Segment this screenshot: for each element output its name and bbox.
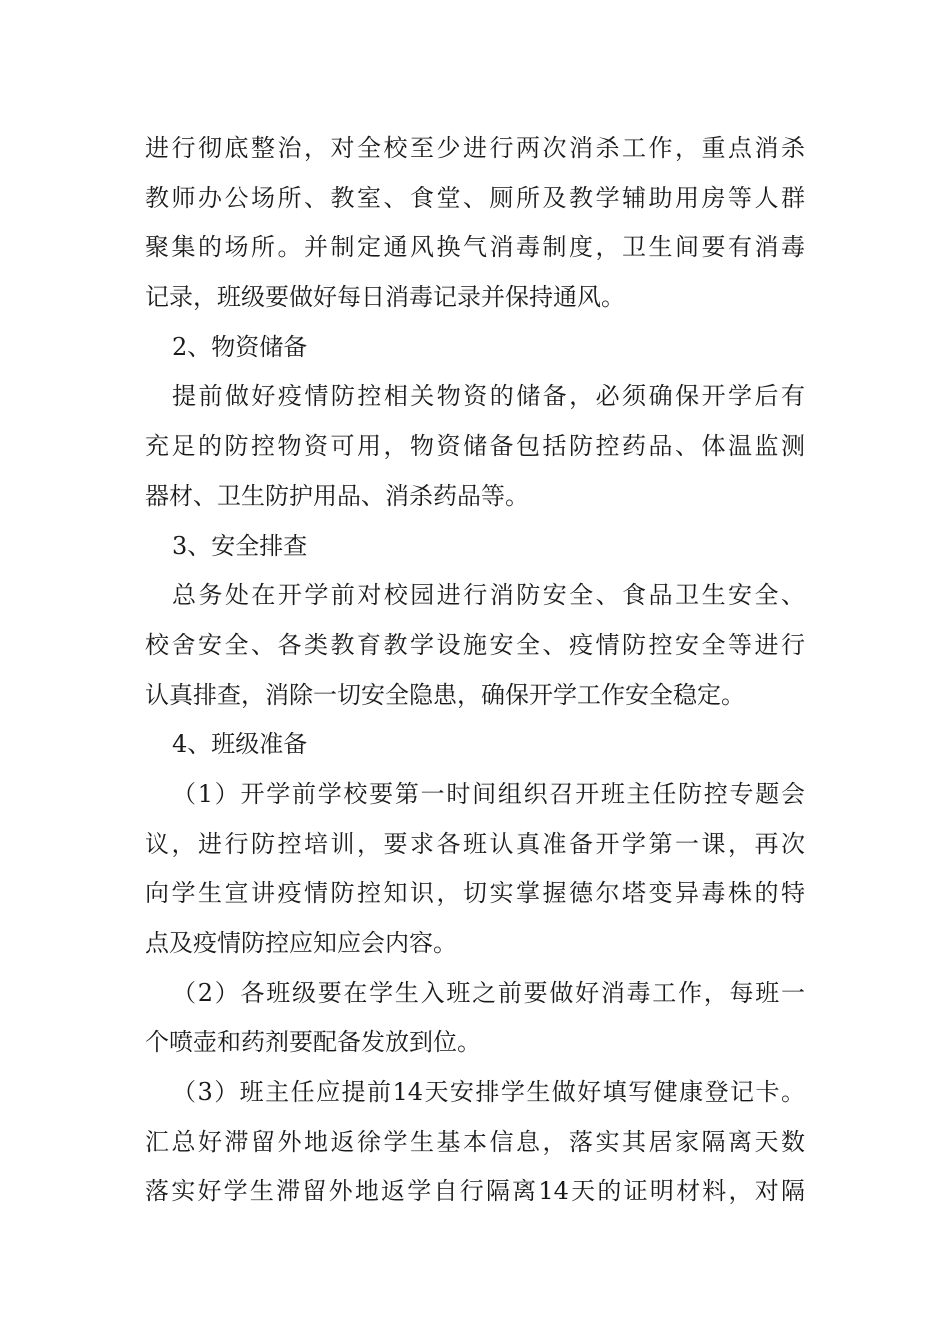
text-line: （1）开学前学校要第一时间组织召开班主任防控专题会	[172, 779, 805, 808]
text-line: 认真排查，消除一切安全隐患，确保开学工作安全稳定。	[145, 680, 745, 709]
text-line: （2）各班级要在学生入班之前要做好消毒工作，每班一	[172, 978, 805, 1007]
text-line: 记录，班级要做好每日消毒记录并保持通风。	[145, 283, 625, 312]
section-heading: 4、班级准备	[172, 730, 308, 759]
section-heading: 3、安全排查	[172, 531, 308, 560]
text-line: 器材、卫生防护用品、消杀药品等。	[145, 481, 529, 510]
text-line: 总务处在开学前对校园进行消防安全、食品卫生安全、	[172, 581, 805, 610]
text-line: 汇总好滞留外地返徐学生基本信息，落实其居家隔离天数	[145, 1127, 805, 1156]
text-line: 聚集的场所。并制定通风换气消毒制度，卫生间要有消毒	[145, 233, 805, 262]
section-heading: 2、物资储备	[172, 332, 308, 361]
body-text	[145, 124, 805, 1217]
text-line: 充足的防控物资可用，物资储备包括防控药品、体温监测	[145, 432, 805, 461]
text-line: （3）班主任应提前14天安排学生做好填写健康登记卡。	[172, 1078, 805, 1107]
text-line: 教师办公场所、教室、食堂、厕所及教学辅助用房等人群	[145, 183, 805, 212]
text-line: 落实好学生滞留外地返学自行隔离14天的证明材料，对隔	[145, 1177, 805, 1206]
text-line: 议，进行防控培训，要求各班认真准备开学第一课，再次	[145, 829, 805, 858]
text-line: 点及疫情防控应知应会内容。	[145, 929, 457, 957]
text-line: 个喷壶和药剂要配备发放到位。	[145, 1028, 481, 1057]
text-line: 校舍安全、各类教育教学设施安全、疫情防控安全等进行	[145, 630, 805, 659]
text-line: 向学生宣讲疫情防控知识，切实掌握德尔塔变异毒株的特	[145, 879, 805, 908]
text-line: 进行彻底整治，对全校至少进行两次消杀工作，重点消杀	[145, 134, 805, 162]
text-line: 提前做好疫情防控相关物资的储备，必须确保开学后有	[172, 382, 805, 411]
